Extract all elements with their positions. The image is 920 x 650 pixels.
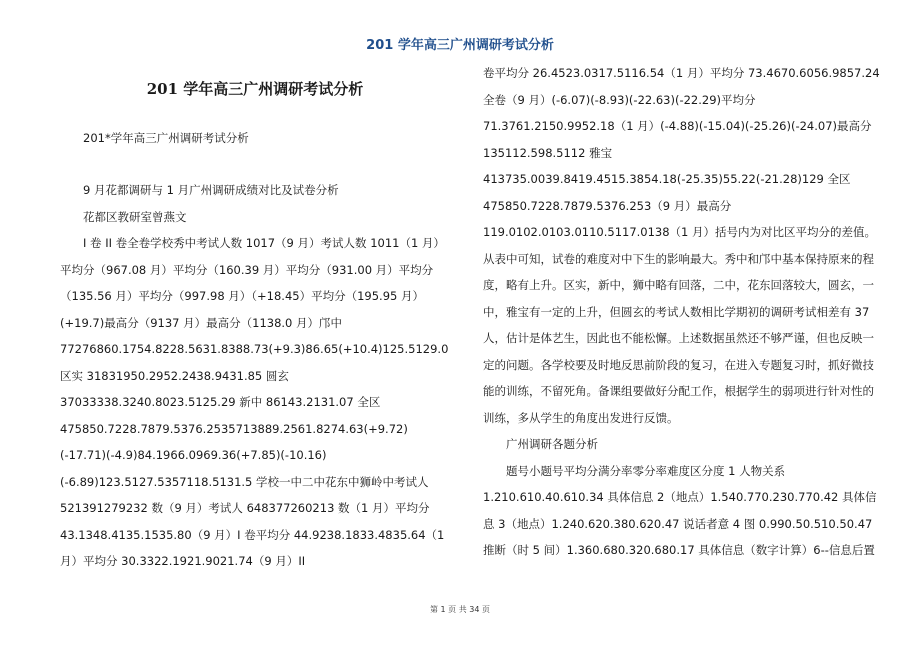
right-column [483,60,883,564]
running-header-title: 201 学年高三广州调研考试分析 [366,38,554,53]
question-table-text: 题号小题号平均分满分率零分率难度区分度 1 人物关系 1.210.610.40.610.34 具体信息 2（地点）1.540.770.230.770.42 具体信息 3（地点）1.240.620.380.620.47 说话者意 4 图 0.990.50.510.50.47 推断（时 5 间）1.360.680.320.680.17 具体信息（数字计算）6--信息后置 [483,463,877,557]
score-table-text: I 卷 II 卷全卷学校秀中考试人数 1017（9 月）考试人数 1011（1 月）平均分（967.08 月）平均分（160.39 月）平均分（931.00 月）平均分（135.56 月）平均分（997.98 月）（+18.45）平均分（195.95 月）(+19.7)最高分（9137 月）最高分（1138.0 月）邝中 77276860.1754.8228.5631.8388.73(+9.3)86.65(+10.4)125.5129.0 区实 31831950.2952.2438.9431.85 圆玄 37033338.3240.8023.5125.29 新中 86143.2131.07 全区 475850.7228.7879.5376.2535713889.2561.8274.63(+9.72)(-17.71)(-4.9)84.1966.0969.36(+7.85)(-10.16)(-6.89)123.5127.5357118.5131.5 学校一中二中花东中狮岭中考试人 521391279232 数（9 月）考试人 648377260213 数（1 月）平均分 43.1348.4135.1535.80（9 月）I 卷平均分 44.9238.1833.4835.64（1 月）平均分 30.3322.1921.9021.74（9 月）II [60,236,449,568]
page-footer: 第 1 页 共 34 页 [430,605,490,614]
question-analysis-heading: 广州调研各题分析 [506,437,598,451]
document-title: 201 学年高三广州调研考试分析 [146,80,364,98]
analysis-paragraph: 卷平均分 26.4523.0317.5116.54（1 月）平均分 73.4670.6056.9857.24 全卷（9 月）(-6.07)(-8.93)(-22.63)(-22.29)平均分 71.3761.2150.9952.18（1 月）(-4.88)(-15.04)(-25.26)(-24.07)最高分 135112.598.5112 雅宝 413735.0039.8419.4515.3854.18(-25.35)55.22(-21.28)129 全区 475850.7228.7879.5376.253（9 月）最高分 119.0102.0103.0110.5117.0138（1 月）括号内为对比区平均分的差值。从表中可知，试卷的难度对中下生的影响最大。秀中和邝中基本保持原来的程度，略有上升。区实，新中，狮中略有回落，二中，花东回落较大，圆玄，一中，雅宝有一定的上升，但圆玄的考试人数相比学期初的调研考试相差有 37 人，估计是体艺生，因此也不能松懈。上述数据虽然还不够严谨，但也反映一定的问题。各学校要及时地反思前阶段的复习，在进入专题复习时，抓好微技能的训练，不留死角。备课组要做好分配工作，根据学生的弱项进行针对性的训练，多从学生的角度出发进行反馈。 [483,66,880,425]
author-line: 花都区教研室曾燕文 [83,209,187,224]
spacer [60,151,450,177]
section-heading: 9 月花都调研与 1 月广州调研成绩对比及试卷分析 [83,183,339,197]
left-column [60,70,450,575]
subtitle-paragraph: 201*学年高三广州调研考试分析 [83,130,249,145]
